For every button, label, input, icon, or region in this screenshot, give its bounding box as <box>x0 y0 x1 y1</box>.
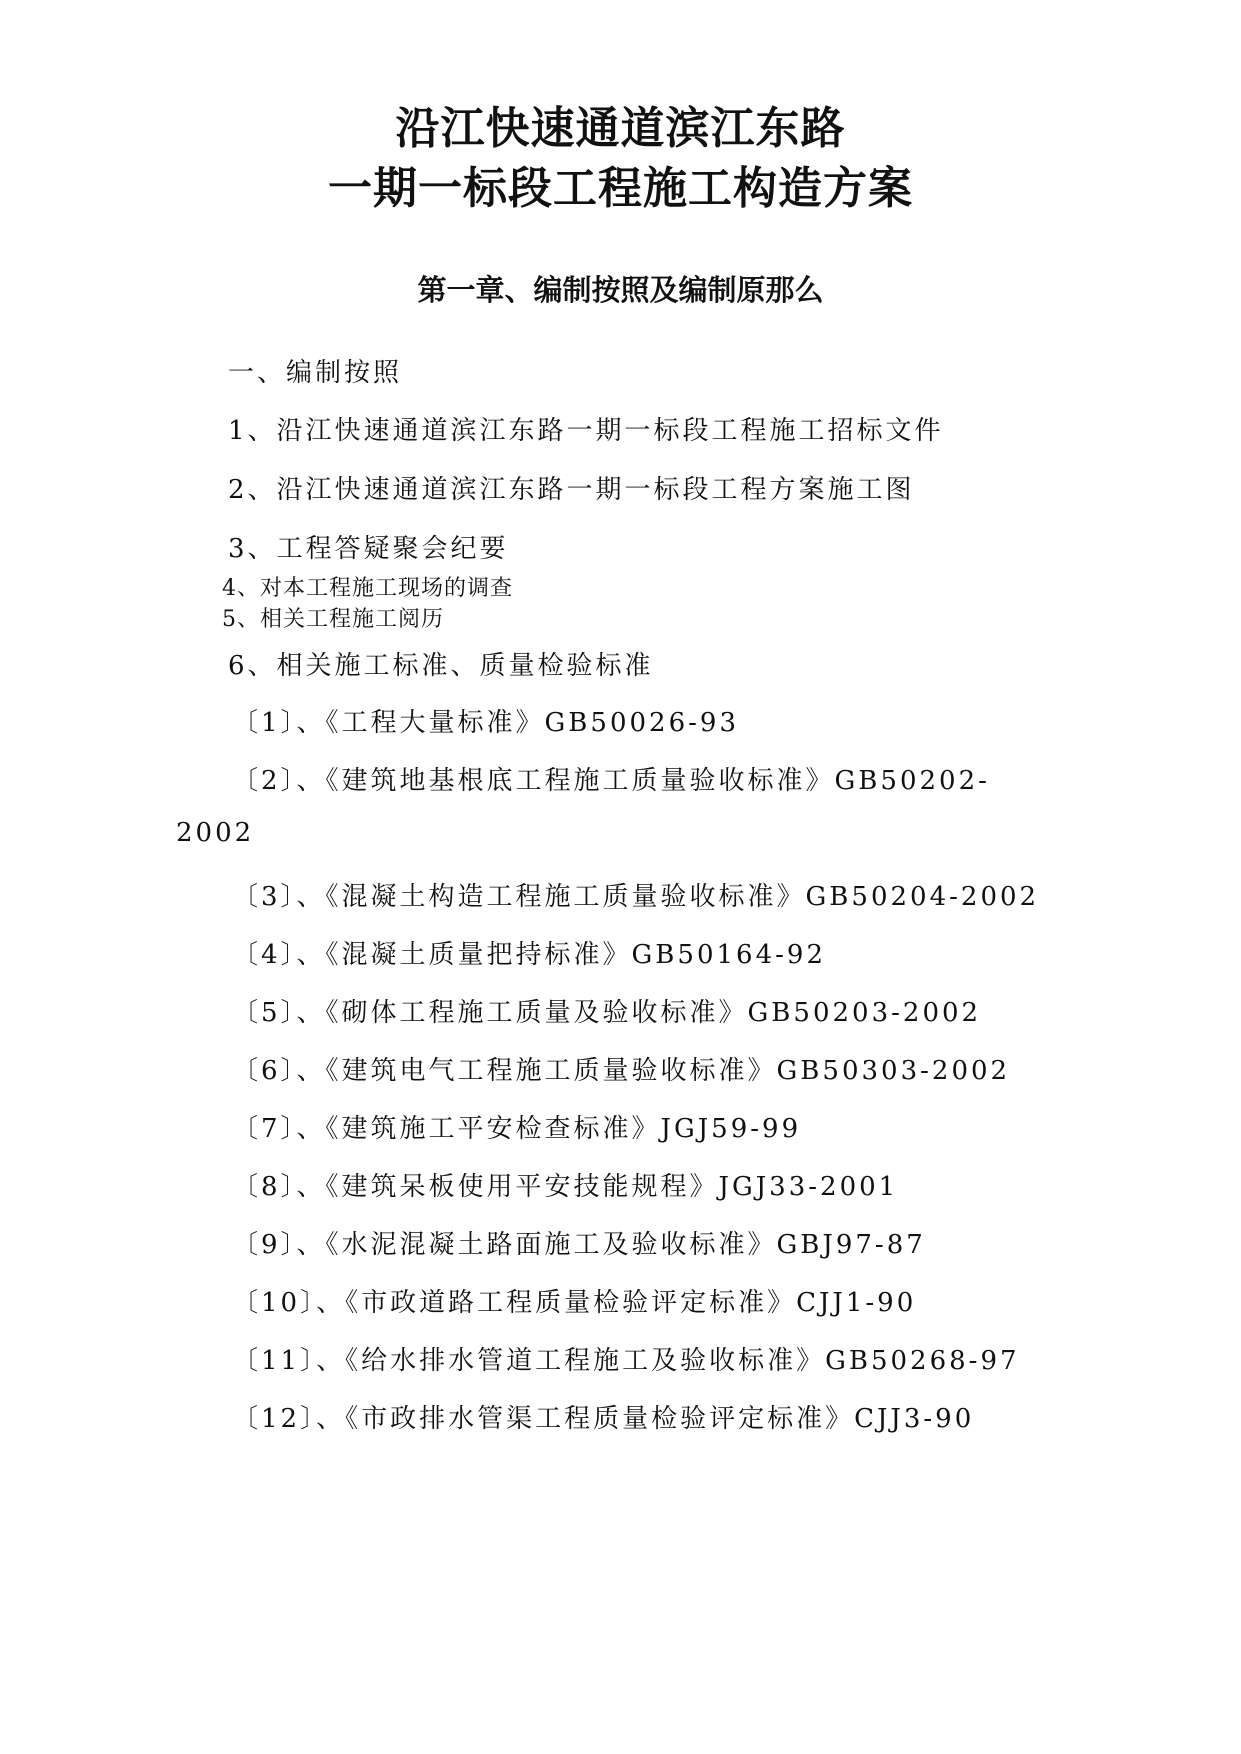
standard-item-10: 〔10〕、《市政道路工程质量检验评定标准》CJJ1-90 <box>232 1288 917 1318</box>
standard-item-4: 〔4〕、《混凝土质量把持标准》GB50164-92 <box>232 940 826 970</box>
standard-item-2: 〔2〕、《建筑地基根底工程施工质量验收标准》GB50202- <box>232 766 990 796</box>
standard-item-5: 〔5〕、《砌体工程施工质量及验收标准》GB50203-2002 <box>232 998 982 1028</box>
basis-item-4: 4、对本工程施工现场的调查 <box>222 576 513 601</box>
basis-item-3: 3、工程答疑聚会纪要 <box>228 534 509 564</box>
standard-item-3: 〔3〕、《混凝土构造工程施工质量验收标准》GB50204-2002 <box>232 882 1040 912</box>
basis-item-1: 1、沿江快速通道滨江东路一期一标段工程施工招标文件 <box>228 416 944 446</box>
standard-item-8: 〔8〕、《建筑呆板使用平安技能规程》JGJ33-2001 <box>232 1172 899 1202</box>
document-title-line-1: 沿江快速通道滨江东路 <box>395 103 846 154</box>
standard-item-1: 〔1〕、《工程大量标准》GB50026-93 <box>232 708 739 738</box>
standard-item-7: 〔7〕、《建筑施工平安检查标准》JGJ59-99 <box>232 1114 802 1144</box>
document-title-line-2: 一期一标段工程施工构造方案 <box>328 163 913 214</box>
basis-item-5: 5、相关工程施工阅历 <box>222 607 444 632</box>
standard-item-6: 〔6〕、《建筑电气工程施工质量验收标准》GB50303-2002 <box>232 1056 1011 1086</box>
standard-item-9: 〔9〕、《水泥混凝土路面施工及验收标准》GBJ97-87 <box>232 1230 926 1260</box>
standard-item-11: 〔11〕、《给水排水管道工程施工及验收标准》GB50268-97 <box>232 1346 1020 1376</box>
basis-item-6: 6、相关施工标准、质量检验标准 <box>228 651 654 681</box>
section-heading: 一、编制按照 <box>228 358 403 388</box>
basis-item-2: 2、沿江快速通道滨江东路一期一标段工程方案施工图 <box>228 475 915 505</box>
chapter-title: 第一章、编制按照及编制原那么 <box>417 273 824 307</box>
standard-item-2-continuation: 2002 <box>176 818 255 848</box>
standard-item-12: 〔12〕、《市政排水管渠工程质量检验评定标准》CJJ3-90 <box>232 1404 975 1434</box>
